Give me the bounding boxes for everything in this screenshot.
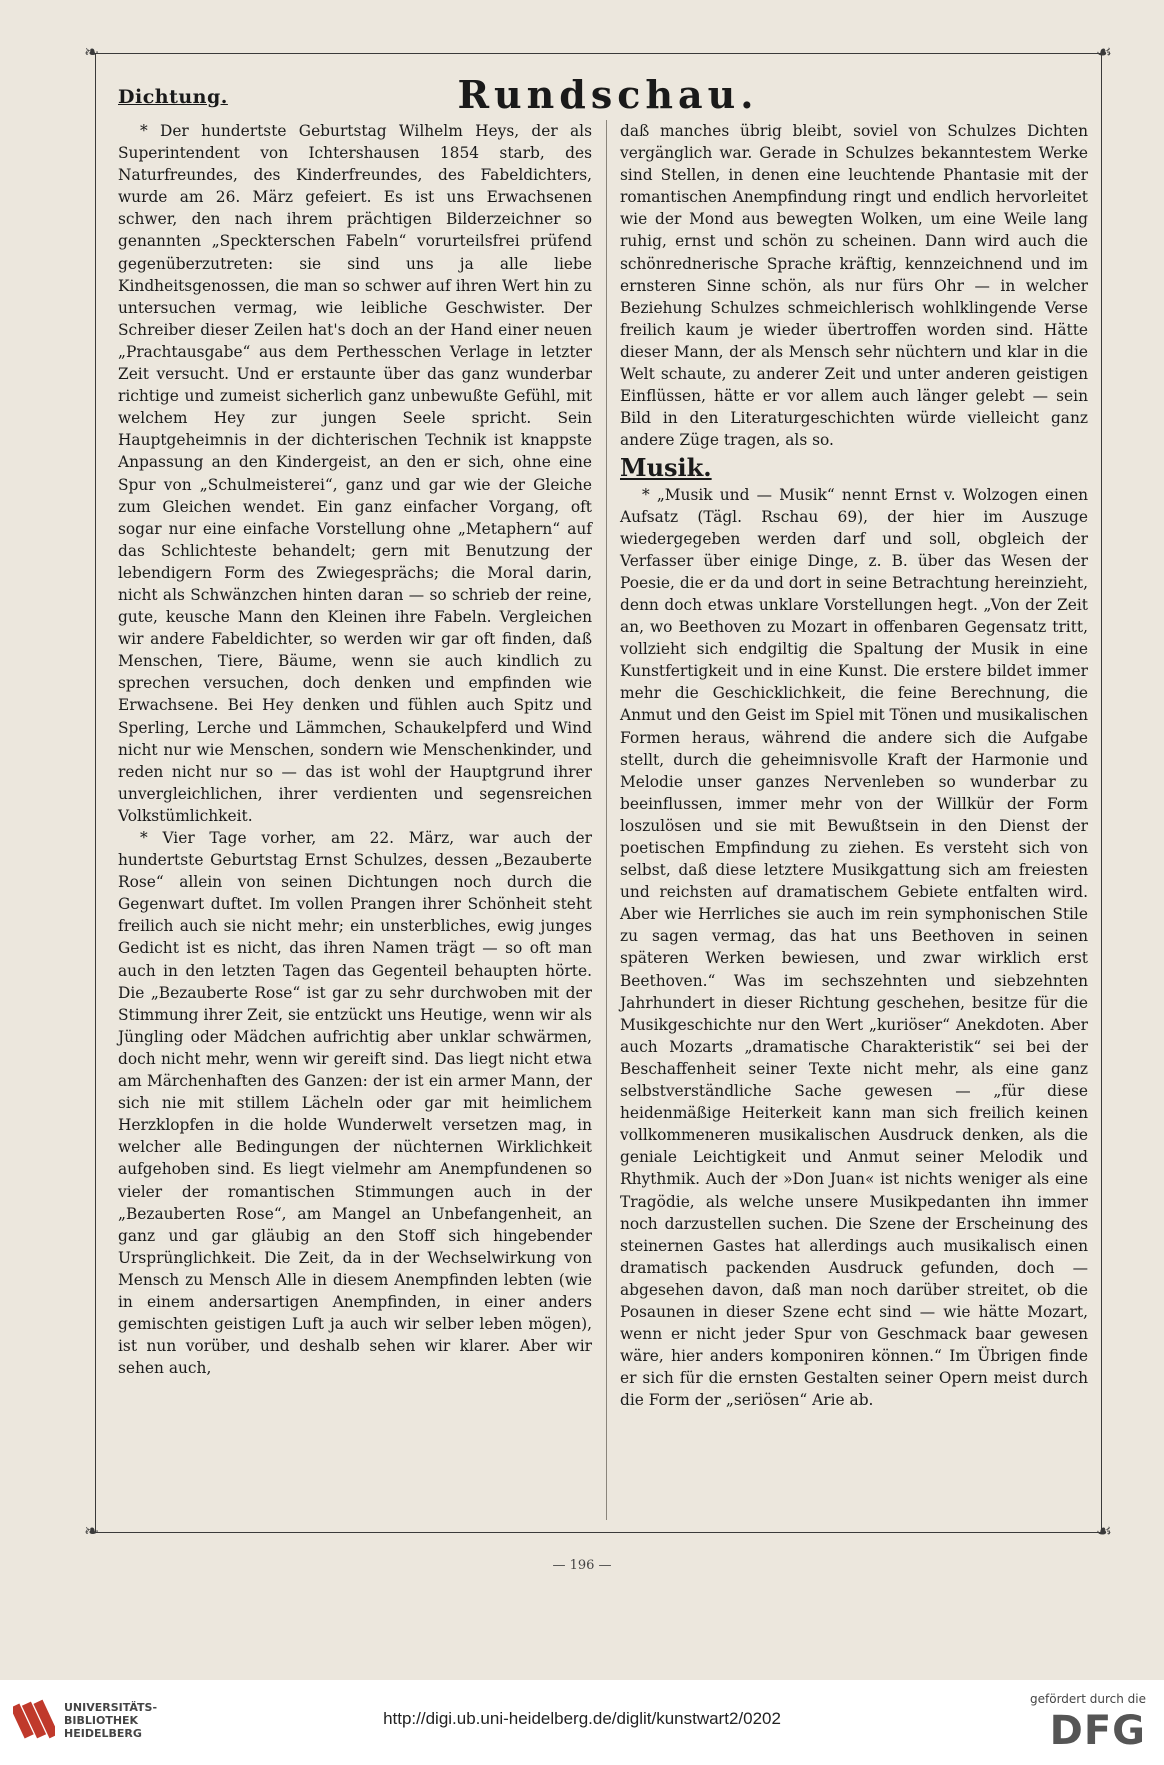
frame-top-rule: [95, 53, 1102, 54]
corner-ornament-icon: ❧: [84, 42, 100, 63]
article-paragraph: * „Musik und — Musik“ nennt Ernst v. Wolzogen einen Aufsatz (Tägl. Rschau 69), der hier im Auszuge wiedergegeben werden darf und soll, obgleich der Verfasser über einige Dinge, z. B. über das Wesen der Poesie, die er da und dort in seine Betrachtung hereinzieht, denn doch etwas unklare Vorstellungen hegt. „Von der Zeit an, wo Beethoven zu Mozart in offenbaren Gegensatz tritt, vollzieht sich endgiltig die Spaltung der Musik in eine Kunstfertigkeit und in eine Kunst. Die erstere bildet immer mehr die Geschicklichkeit, die feine Berechnung, die Anmut und den Geist im Spiel mit Tönen und musikalischen Formen heraus, während die andere sich die Aufgabe stellt, durch die geheimnisvolle Kraft der Harmonie und Melodie unser ganzes Nervenleben so wunderbar zu beeinflussen, immer mehr von der Willkür der Form loszulösen und sie mit Bewußtsein in den Dienst der poetischen Empfindung zu ziehen. Es versteht sich von selbst, daß diese letztere Musikgattung sich am freiesten und reichsten auf dramatischem Gebiete entfalten wird. Aber wie Herrliches sie auch im rein symphonischen Stile zu sagen vermag, das hat uns Beethoven in seinen späteren Werken bewiesen, und zwar wirklich erst Beethoven.“ Was im sechszehnten und siebzehnten Jahrhundert in dieser Richtung geschehen, besitze für die Musikgeschichte nur den Wert „kuriöser“ Anekdoten. Aber auch Mozarts „dramatische Charakteristik“ sei bei der Beschaffenheit seiner Texte nicht mehr, als eine ganz selbstverständliche Sache gewesen — „für diese heidenmäßige Heiterkeit kann man sich freilich keinen vollkommeneren musikalischen Ausdruck denken, als die geniale Leichtigkeit und Anmut seiner Melodik und Rhythmik. Auch der »Don Juan« ist nichts weniger als eine Tragödie, als welche unsere Musikpedanten ihn immer noch darzustellen suchen. Die Szene der Erscheinung des steinernen Gastes hat allerdings auch musikalisch einen dramatisch packenden Ausdruck gefunden, doch — abgesehen davon, daß man noch darüber streitet, ob die Posaunen in dieser Szene echt sind — wie hätte Mozart, wenn er nicht jeder Spur von Geschmack baar gewesen wäre, hier anders komponiren können.“ Im Übrigen finde er sich für die ernsten Gestalten seiner Opern meist durch die Form der „seriösen“ Arie ab.: [620, 485, 1088, 1410]
page-title: Rundschau.: [457, 72, 759, 117]
corner-ornament-icon: ❧: [84, 1521, 100, 1542]
section-heading-musik: Musik.: [620, 453, 712, 483]
library-name: UNIVERSITÄTS- BIBLIOTHEK HEIDELBERG: [64, 1701, 158, 1740]
left-column: [118, 120, 592, 1379]
dfg-logo: DFG: [1049, 1708, 1146, 1754]
footer-bar: [0, 1680, 1164, 1765]
frame-bottom-rule: [95, 1532, 1102, 1533]
frame-left-rule: [95, 53, 96, 1532]
article-paragraph: daß manches übrig bleibt, soviel von Schulzes Dichten vergänglich war. Gerade in Schulzes bekanntestem Werke sind Stellen, in denen eine leuchtende Phantasie mit der romantischen Anempfindung ringt und endlich hervorleitet wie der Mond aus bewegten Wolken, um eine Weile lang ruhig, ernst und schön zu scheinen. Dann wird auch die schönrednerische Sprache kräftig, kennzeichnend und im ernsteren Sinne schön, als nur fürs Ohr — in welcher Beziehung Schulzes schmeichlerisch wohlklingende Verse freilich kaum je wieder übertroffen worden sind. Hätte dieser Mann, der als Mensch sehr nüchtern und klar in die Welt schaute, zu anderer Zeit und unter anderen geistigen Einflüssen, hätte er vor allem auch länger gelebt — sein Bild in den Literaturgeschichten würde vielleicht ganz andere Züge tragen, als so.: [620, 122, 1088, 450]
article-paragraph: * Vier Tage vorher, am 22. März, war auch der hundertste Geburtstag Ernst Schulzes, dessen „Bezauberte Rose“ allein von seinen Dichtungen noch durch die Gegenwart duftet. Im vollen Prangen ihrer Schönheit steht freilich auch sie nicht mehr; ein unsterbliches, ewig junges Gedicht ist es nicht, das ihren Namen trägt — so oft man auch in den letzten Tagen das Gegenteil behaupten hörte. Die „Bezauberte Rose“ ist gar zu sehr durchwoben mit der Stimmung ihrer Zeit, sie entzückt uns Heutige, wenn wir als Jüngling oder Mädchen aufrichtig aber unklar schwärmen, doch nicht mehr, wenn wir gereift sind. Das liegt nicht etwa am Märchenhaften des Ganzen: der ist ein armer Mann, der sich nie mit stillem Lächeln oder gar mit heimlichem Herzklopfen in die holde Wunderwelt versetzen mag, in welcher alle Bedingungen der nüchternen Wirklichkeit aufgehoben sind. Es liegt vielmehr am Anempfundenen so vieler der romantischen Stimmungen auch in der „Bezauberten Rose“, am Mangel an Unbefangenheit, an ganz und gar gläubig an den Stoff sich hingebender Ursprünglichkeit. Die Zeit, da in der Wechselwirkung von Mensch zu Mensch Alle in diesem Anempfinden lebten (wie in einem andersartigen Anempfinden, in einer anders gemischten geistigen Luft ja auch wir selber leben mögen), ist nun vorüber, und deshalb sehen wir klarer. Aber wir sehen auch,: [118, 829, 592, 1378]
frame-right-rule: [1101, 53, 1102, 1532]
source-url-link[interactable]: http://digi.ub.uni-heidelberg.de/diglit/kunstwart2/0202: [383, 1709, 781, 1728]
funded-by-label: gefördert durch die: [1030, 1692, 1146, 1706]
right-column: [620, 120, 1088, 1411]
masthead: [118, 72, 1098, 116]
article-paragraph: * Der hundertste Geburtstag Wilhelm Heys, der als Superintendent von Ichtershausen 1854 starb, des Naturfreundes, des Kinderfreundes, des Fabeldichters, wurde am 26. März gefeiert. Es ist uns Erwachsenen schwer, den nach ihrem prächtigen Bilderzeichner so genannten „Speckterschen Fabeln“ vorurteilsfrei prüfend gegenüberzutreten: sie sind uns ja alle liebe Kindheitsgenossen, die man so schwer auf ihren Wert hin zu untersuchen vermag, wie leibliche Geschwister. Der Schreiber dieser Zeilen hat's doch an der Hand einer neuen „Prachtausgabe“ aus dem Perthesschen Verlage in letzter Zeit versucht. Und er erstaunte über das ganz wunderbar richtige und zumeist sicherlich ganz unbewußte Gefühl, mit welchem Hey zur jungen Seele spricht. Sein Hauptgeheimnis in der dichterischen Technik ist knappste Anpassung an den Kindergeist, an den er sich, ohne eine Spur von „Schulmeisterei“, ganz und gar wie der Gleiche zum Gleichen wendet. Ein ganz einfacher Vorgang, oft sogar nur eine einfache Vorstellung ohne „Metaphern“ auf das Schlichteste behandelt; gern mit Benutzung der lebendigern Form des Zwiegesprächs; die Moral darin, nicht als Schwänzchen hinten daran — so schrieb der reine, gute, keusche Mann den Kleinen ihre Fabeln. Vergleichen wir andere Fabeldichter, so werden wir gar oft finden, daß Menschen, Tiere, Bäume, wenn sie auch kindlich zu sprechen versuchen, doch denken und empfinden wie Erwachsene. Bei Hey denken und fühlen auch Spitz und Sperling, Lerche und Lämmchen, Schaukelpferd und Wind nicht nur wie Menschen, sondern wie Menschenkinder, und reden nicht nur so — das ist wohl der Hauptgrund ihrer unvergleichlichen, ihrer verdienten und segensreichen Volkstümlichkeit.: [118, 122, 592, 825]
column-divider: [606, 120, 607, 1520]
corner-ornament-icon: ☙: [1095, 1521, 1112, 1542]
page-number: — 196 —: [552, 1558, 612, 1573]
section-label-dichtung: Dichtung.: [118, 86, 228, 108]
corner-ornament-icon: ☙: [1095, 42, 1112, 63]
